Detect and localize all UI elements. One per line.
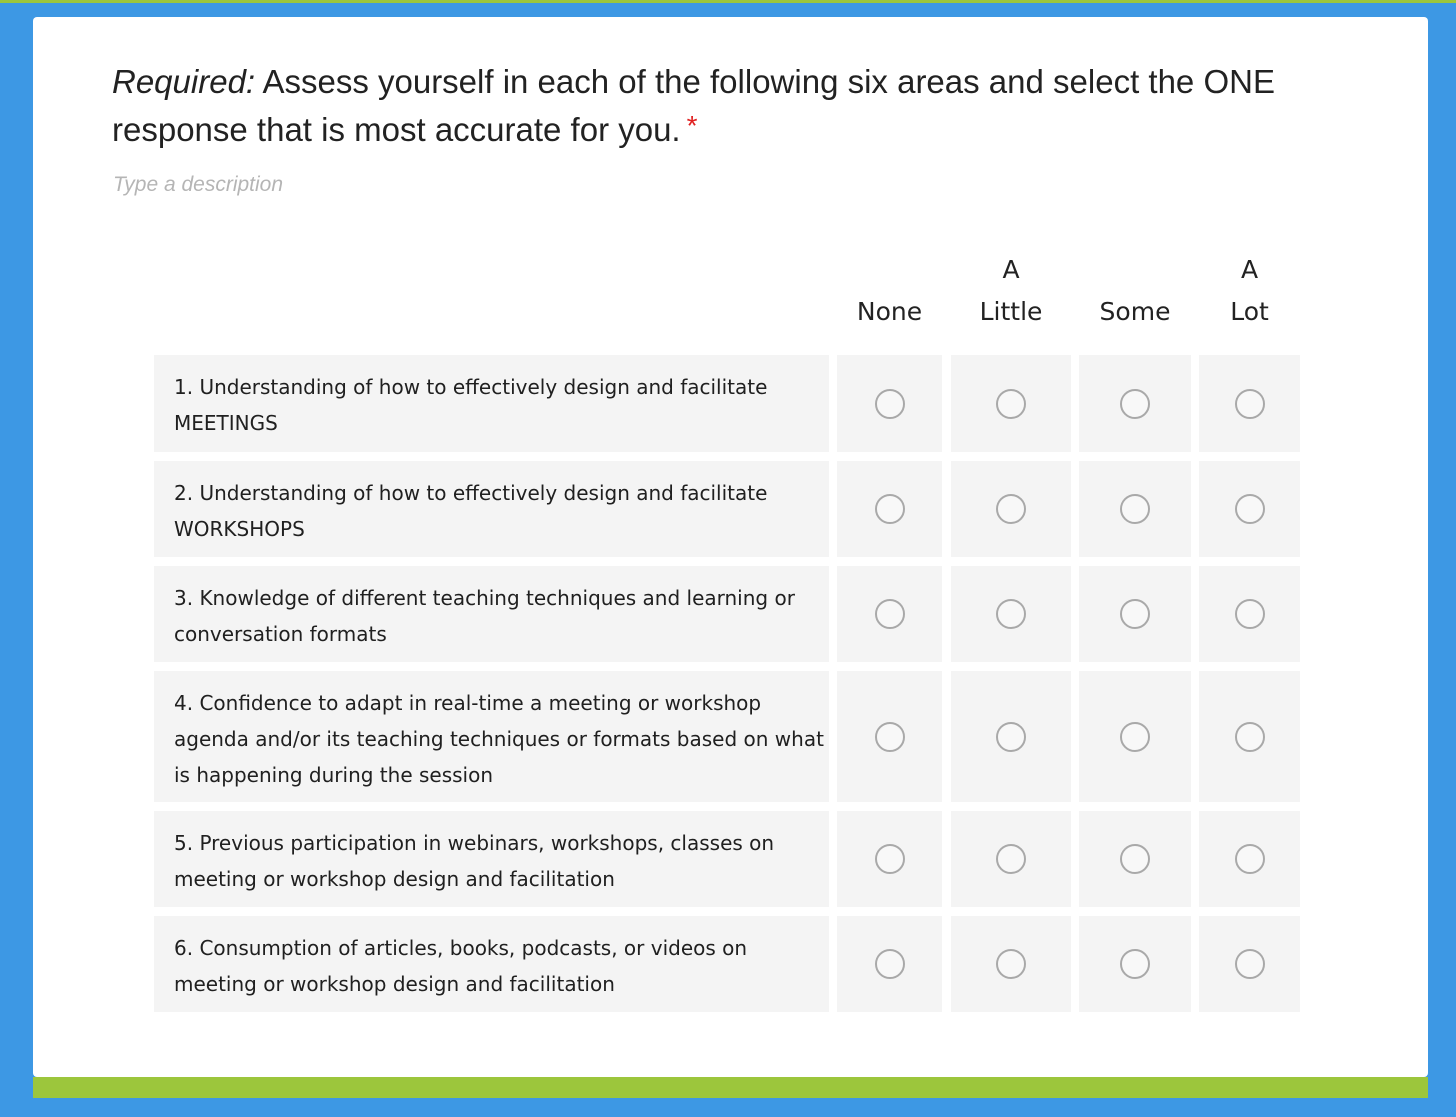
radio-row5-lot[interactable] — [1235, 844, 1265, 874]
row-label: 6. Consumption of articles, books, podcasts, or videos on meeting or workshop design and facilitation — [154, 916, 829, 1012]
radio-row6-some[interactable] — [1120, 949, 1150, 979]
radio-row1-some[interactable] — [1120, 389, 1150, 419]
radio-row4-none[interactable] — [875, 722, 905, 752]
radio-row6-little[interactable] — [996, 949, 1026, 979]
radio-row3-none[interactable] — [875, 599, 905, 629]
radio-row3-little[interactable] — [996, 599, 1026, 629]
radio-row5-little[interactable] — [996, 844, 1026, 874]
column-header-line1: A — [1002, 255, 1020, 284]
question-title — [112, 58, 1342, 156]
column-header-line2: None — [856, 297, 923, 326]
radio-row6-none[interactable] — [875, 949, 905, 979]
radio-cell — [1079, 461, 1191, 557]
radio-cell — [837, 916, 942, 1012]
radio-cell — [837, 811, 942, 907]
radio-cell — [951, 671, 1071, 802]
column-header-little — [951, 249, 1071, 333]
radio-cell — [837, 355, 942, 452]
radio-cell — [1199, 916, 1300, 1012]
radio-cell — [1079, 566, 1191, 662]
description-input[interactable]: Type a description — [113, 173, 284, 196]
column-header-lot — [1199, 249, 1300, 333]
radio-cell — [1199, 566, 1300, 662]
radio-cell — [951, 566, 1071, 662]
column-header-line1 — [1079, 249, 1191, 291]
column-header-none — [837, 249, 942, 333]
radio-row3-lot[interactable] — [1235, 599, 1265, 629]
radio-row1-lot[interactable] — [1235, 389, 1265, 419]
card-bottom-bar — [33, 1077, 1428, 1098]
column-header-line1: A — [1240, 255, 1259, 284]
radio-cell — [1199, 671, 1300, 802]
radio-row1-little[interactable] — [996, 389, 1026, 419]
row-label: 2. Understanding of how to effectively design and facilitate WORKSHOPS — [154, 461, 829, 557]
radio-row4-some[interactable] — [1120, 722, 1150, 752]
radio-cell — [1079, 916, 1191, 1012]
question-prefix: Required: — [112, 63, 256, 100]
row-label: 4. Confidence to adapt in real-time a meeting or workshop agenda and/or its teaching techniques or formats based on what is happening during the session — [154, 671, 829, 802]
column-header-line1 — [837, 249, 942, 291]
radio-row5-some[interactable] — [1120, 844, 1150, 874]
question-text: Assess yourself in each of the following six areas and select the ONE response that is most accurate for you. — [112, 63, 1275, 148]
radio-row2-none[interactable] — [875, 494, 905, 524]
radio-cell — [837, 566, 942, 662]
radio-cell — [951, 811, 1071, 907]
row-label: 3. Knowledge of different teaching techniques and learning or conversation formats — [154, 566, 829, 662]
radio-cell — [1199, 811, 1300, 907]
radio-row1-none[interactable] — [875, 389, 905, 419]
radio-row4-lot[interactable] — [1235, 722, 1265, 752]
radio-row6-lot[interactable] — [1235, 949, 1265, 979]
radio-cell — [1079, 811, 1191, 907]
radio-row3-some[interactable] — [1120, 599, 1150, 629]
required-marker: * — [686, 110, 698, 141]
radio-row2-lot[interactable] — [1235, 494, 1265, 524]
radio-cell — [951, 355, 1071, 452]
radio-row2-some[interactable] — [1120, 494, 1150, 524]
column-header-some — [1079, 249, 1191, 333]
radio-cell — [951, 461, 1071, 557]
radio-cell — [837, 671, 942, 802]
radio-cell — [1079, 355, 1191, 452]
column-header-line2: Lot — [1230, 297, 1269, 326]
column-header-line2: Some — [1099, 297, 1171, 326]
radio-row5-none[interactable] — [875, 844, 905, 874]
radio-cell — [1079, 671, 1191, 802]
row-label: 1. Understanding of how to effectively design and facilitate MEETINGS — [154, 355, 829, 452]
radio-cell — [951, 916, 1071, 1012]
radio-cell — [1199, 355, 1300, 452]
column-header-line2: Little — [979, 297, 1043, 326]
radio-row2-little[interactable] — [996, 494, 1026, 524]
radio-row4-little[interactable] — [996, 722, 1026, 752]
radio-cell — [837, 461, 942, 557]
row-label: 5. Previous participation in webinars, workshops, classes on meeting or workshop design and facilitation — [154, 811, 829, 907]
radio-cell — [1199, 461, 1300, 557]
